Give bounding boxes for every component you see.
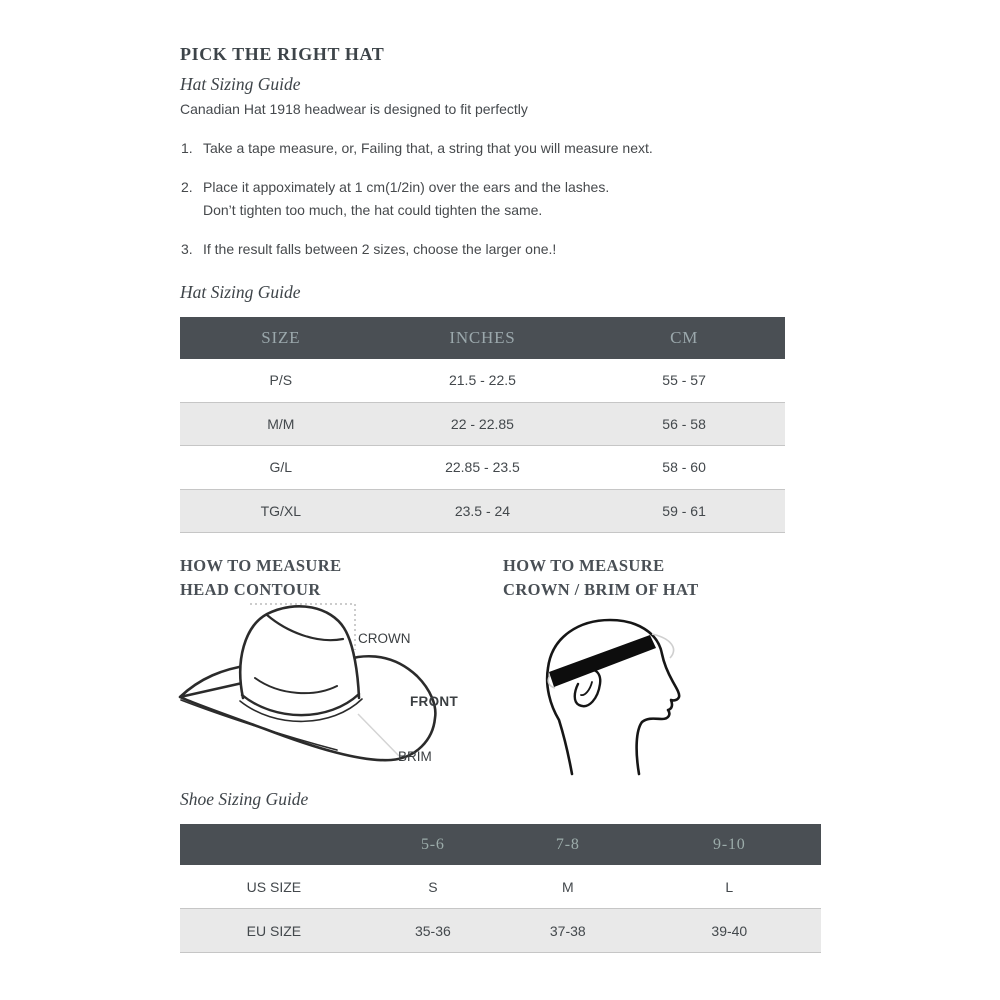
- measure-crown-brim-heading: [503, 554, 699, 602]
- step-text: Take a tape measure, or, Failing that, a string that you will measure next.: [203, 140, 653, 156]
- step-1: [181, 137, 653, 160]
- brim-label: BRIM: [398, 749, 432, 764]
- table-row: [180, 446, 785, 489]
- step-number: 1.: [181, 140, 193, 156]
- inches-cell: 23.5 - 24: [454, 502, 511, 519]
- cm-cell: 56 - 58: [662, 415, 706, 432]
- inches-cell: 21.5 - 22.5: [448, 372, 516, 389]
- hat-sizing-table: [180, 317, 785, 533]
- intro-text: Canadian Hat 1918 headwear is designed to fit perfectly: [180, 101, 528, 117]
- size-cell: M: [561, 878, 574, 895]
- size-cell: S: [428, 878, 438, 895]
- cm-cell: 55 - 57: [662, 372, 706, 389]
- cm-cell: 58 - 60: [662, 459, 706, 476]
- heading-line: HOW TO MEASURE: [180, 556, 342, 575]
- size-cell: 39-40: [711, 922, 748, 939]
- step-3: [181, 238, 556, 261]
- cm-cell: 59 - 61: [662, 502, 706, 519]
- shoe-table-header-row: [180, 824, 821, 865]
- shoe-table-heading: Shoe Sizing Guide: [180, 789, 309, 809]
- table-row: [180, 908, 821, 953]
- head-measurement-illustration: [532, 610, 707, 780]
- table-row: [180, 489, 785, 534]
- measure-head-contour-heading: [180, 554, 341, 602]
- crown-label: CROWN: [358, 631, 411, 646]
- table-row: [180, 402, 785, 447]
- hat-sizing-guide-subtitle: Hat Sizing Guide: [180, 74, 301, 94]
- heading-line: CROWN / BRIM OF HAT: [503, 580, 699, 599]
- step-number: 2.: [181, 179, 193, 195]
- row-label: US SIZE: [246, 878, 302, 895]
- size-cell: M/M: [267, 415, 295, 432]
- hat-table-heading: Hat Sizing Guide: [180, 282, 301, 302]
- column-header-inches: INCHES: [449, 328, 516, 347]
- size-cell: 35-36: [414, 922, 451, 939]
- front-label: FRONT: [410, 694, 458, 709]
- size-cell: P/S: [269, 372, 293, 389]
- column-header-7-8: 7-8: [555, 835, 580, 853]
- inches-cell: 22 - 22.85: [450, 415, 514, 432]
- table-row: [180, 865, 821, 908]
- step-2: [181, 176, 609, 222]
- size-cell: L: [725, 878, 734, 895]
- column-header-5-6: 5-6: [421, 835, 445, 853]
- inches-cell: 22.85 - 23.5: [445, 459, 520, 476]
- size-cell: TG/XL: [260, 502, 302, 519]
- shoe-sizing-table: [180, 824, 821, 953]
- column-header-cm: CM: [670, 328, 699, 347]
- step-text: Don’t tighten too much, the hat could tighten the same.: [203, 202, 543, 218]
- step-number: 3.: [181, 241, 193, 257]
- column-header-9-10: 9-10: [713, 835, 746, 853]
- heading-line: HEAD CONTOUR: [180, 580, 321, 599]
- step-text: If the result falls between 2 sizes, choose the larger one.!: [203, 241, 557, 257]
- head-profile-drawing: [532, 610, 707, 780]
- measuring-band: [549, 635, 656, 687]
- page-title: PICK THE RIGHT HAT: [180, 44, 385, 64]
- table-row: [180, 359, 785, 402]
- row-label: EU SIZE: [246, 922, 302, 939]
- size-cell: 37-38: [549, 922, 586, 939]
- column-header-size: SIZE: [261, 328, 301, 347]
- step-text: Place it appoximately at 1 cm(1/2in) over the ears and the lashes.: [203, 179, 610, 195]
- hat-table-header-row: [180, 317, 785, 359]
- size-cell: G/L: [269, 459, 293, 476]
- heading-line: HOW TO MEASURE: [503, 556, 665, 575]
